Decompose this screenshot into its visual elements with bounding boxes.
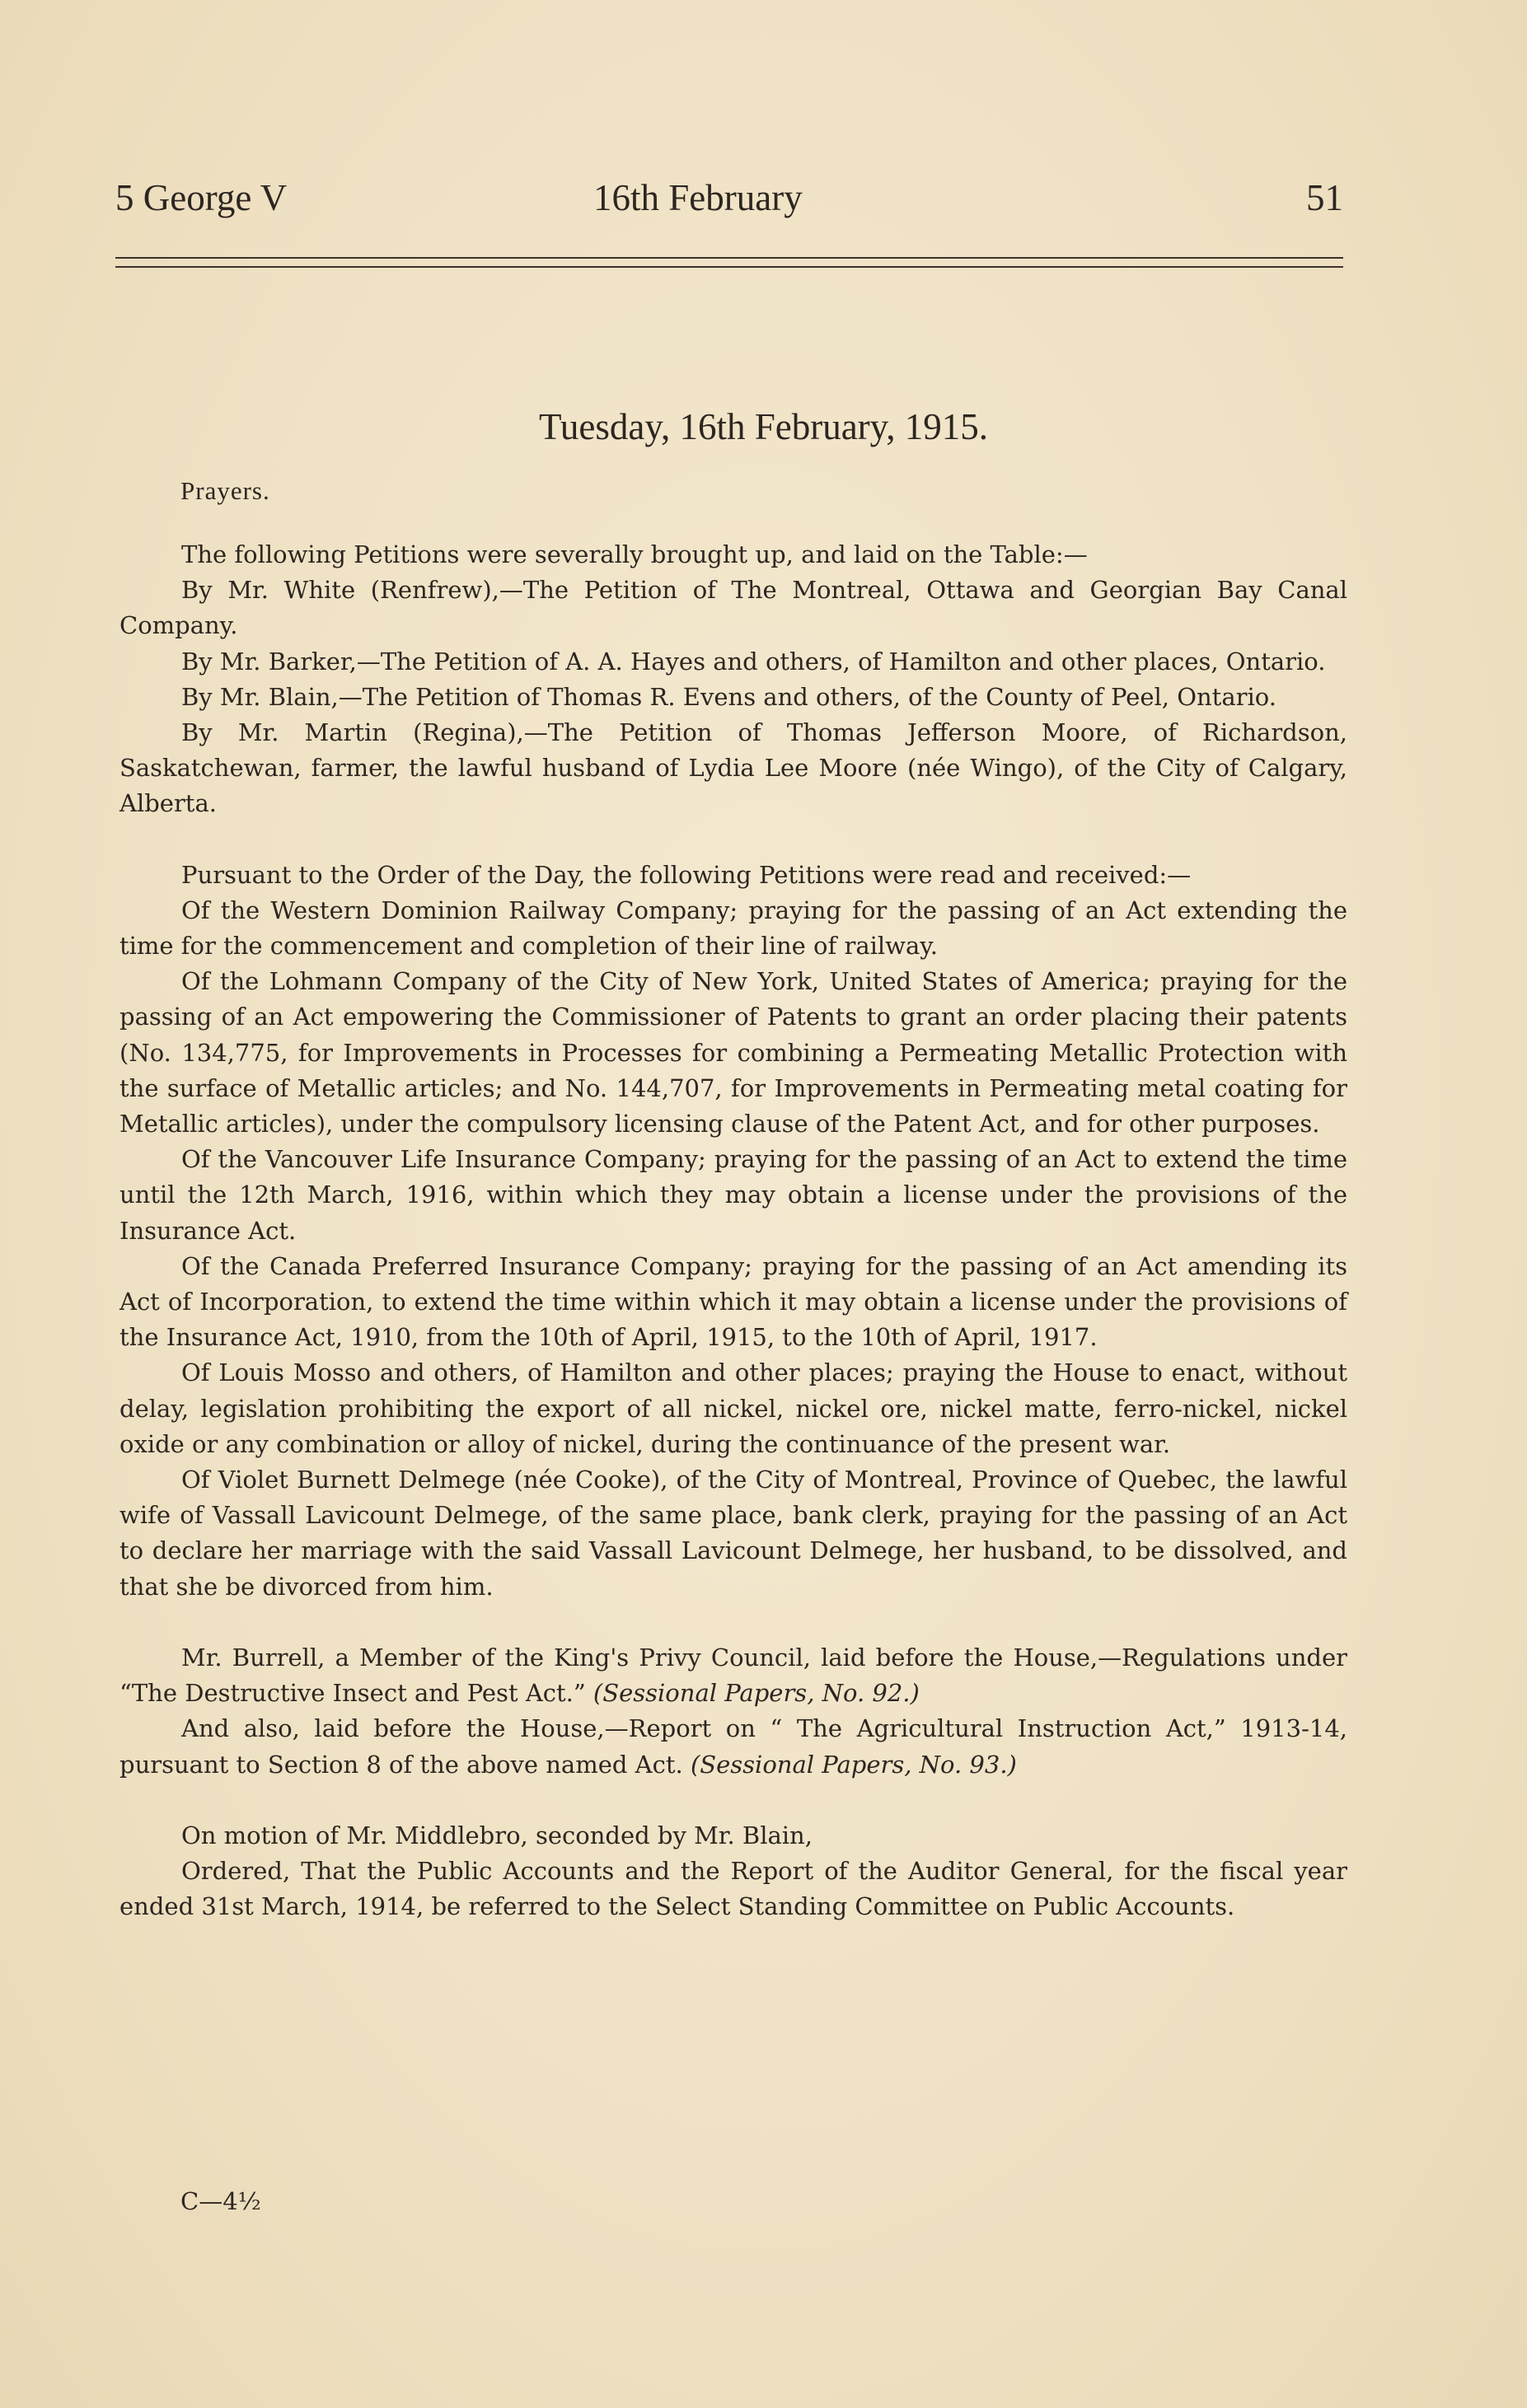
paragraph-violet-delmege: Of Violet Burnett Delmege (née Cooke), of the City of Montreal, Province of Quebec, the lawful wife of Vassall Lavicount Delmege, of the same place, bank clerk, praying for the passing of an Act to declare her marriage with the said Vassall Lavicount Delmege, her husband, to be dissolved, and that she be divorced from him. [119, 1466, 1347, 1601]
agricultural-text: And also, laid before the House,—Report on “ The Agricultural Instruction Act,” 1913-14, pursuant to Section 8 of the above named Act. [119, 1714, 1347, 1779]
header-rule-top [115, 257, 1343, 259]
paragraph-motion-middlebro: On motion of Mr. Middlebro, seconded by Mr. Blain, [181, 1821, 813, 1849]
journal-body [119, 537, 1347, 1924]
paragraph-petition-white: By Mr. White (Renfrew),—The Petition of The Montreal, Ottawa and Georgian Bay Canal Company. [119, 576, 1347, 640]
page-header [115, 173, 1343, 231]
spacer [119, 1783, 1347, 1818]
paragraph-louis-mosso: Of Louis Mosso and others, of Hamilton and other places; praying the House to enact, without delay, legislation prohibiting the export of all nickel, nickel ore, nickel matte, ferro-nickel, nickel oxide or any combination or alloy of nickel, during the continuance of the present war. [119, 1358, 1347, 1458]
page-title: Tuesday, 16th February, 1915. [539, 406, 988, 447]
paragraph-agricultural-report [119, 1711, 1347, 1782]
paragraph-canada-preferred: Of the Canada Preferred Insurance Company; praying for the passing of an Act amending its Act of Incorporation, to extend the time within which it may obtain a license under the provisions of the Insurance Act, 1910, from the 10th of April, 1915, to the 10th of April, 1917. [119, 1251, 1347, 1352]
header-regnal-year: 5 George V [115, 177, 288, 218]
paragraph-petition-barker: By Mr. Barker,—The Petition of A. A. Hayes and others, of Hamilton and other places, Ontario. [181, 647, 1326, 676]
paragraph-petitions-intro: The following Petitions were severally brought up, and laid on the Table:— [181, 540, 1088, 568]
spacer [119, 1605, 1347, 1640]
paragraph-burrell [119, 1640, 1347, 1711]
header-date: 16th February [593, 177, 803, 218]
paragraph-lohmann: Of the Lohmann Company of the City of New York, United States of America; praying for the passing of an Act empowering the Commissioner of Patents to grant an order placing their patents (No. 134,775, for Improvements in Processes for combining a Permeating Metallic Protection with the surface of Metallic articles; and No. 144,707, for Improvements in Permeating metal coating for Metallic articles), under the compulsory licensing clause of the Patent Act, and for other purposes. [119, 967, 1347, 1139]
header-page-number: 51 [1306, 177, 1343, 218]
sessional-paper-92: (Sessional Papers, No. 92.) [593, 1679, 920, 1708]
burrell-text: Mr. Burrell, a Member of the King's Privy Council, laid before the House,—Regulations under “The Destructive Insect and Pest Act.” [119, 1643, 1347, 1708]
paragraph-western-dominion: Of the Western Dominion Railway Company; praying for the passing of an Act extending the time for the commencement and completion of their line of railway. [119, 895, 1347, 961]
paragraph-petition-martin: By Mr. Martin (Regina),—The Petition of Thomas Jefferson Moore, of Richardson, Saskatchewan, farmer, the lawful husband of Lydia Lee Moore (née Wingo), of the City of Calgary, Alberta. [119, 718, 1347, 818]
sessional-paper-93: (Sessional Papers, No. 93.) [690, 1750, 1017, 1779]
paragraph-ordered-public-accounts: Ordered, That the Public Accounts and the Report of the Auditor General, for the fiscal year ended 31st March, 1914, be referred to the Select Standing Committee on Public Accounts. [119, 1856, 1347, 1921]
signature-mark: C—4½ [180, 2187, 261, 2215]
section-heading-prayers: Prayers. [180, 476, 270, 505]
spacer [119, 822, 1347, 858]
header-rule-bottom [115, 266, 1343, 268]
paragraph-order-of-day: Pursuant to the Order of the Day, the following Petitions were read and received:— [181, 860, 1192, 889]
paragraph-petition-blain: By Mr. Blain,—The Petition of Thomas R. Evens and others, of the County of Peel, Ontario. [181, 682, 1276, 711]
paragraph-vancouver-life: Of the Vancouver Life Insurance Company; praying for the passing of an Act to extend the time until the 12th March, 1916, within which they may obtain a license under the provisions of the Insurance Act. [119, 1145, 1347, 1245]
